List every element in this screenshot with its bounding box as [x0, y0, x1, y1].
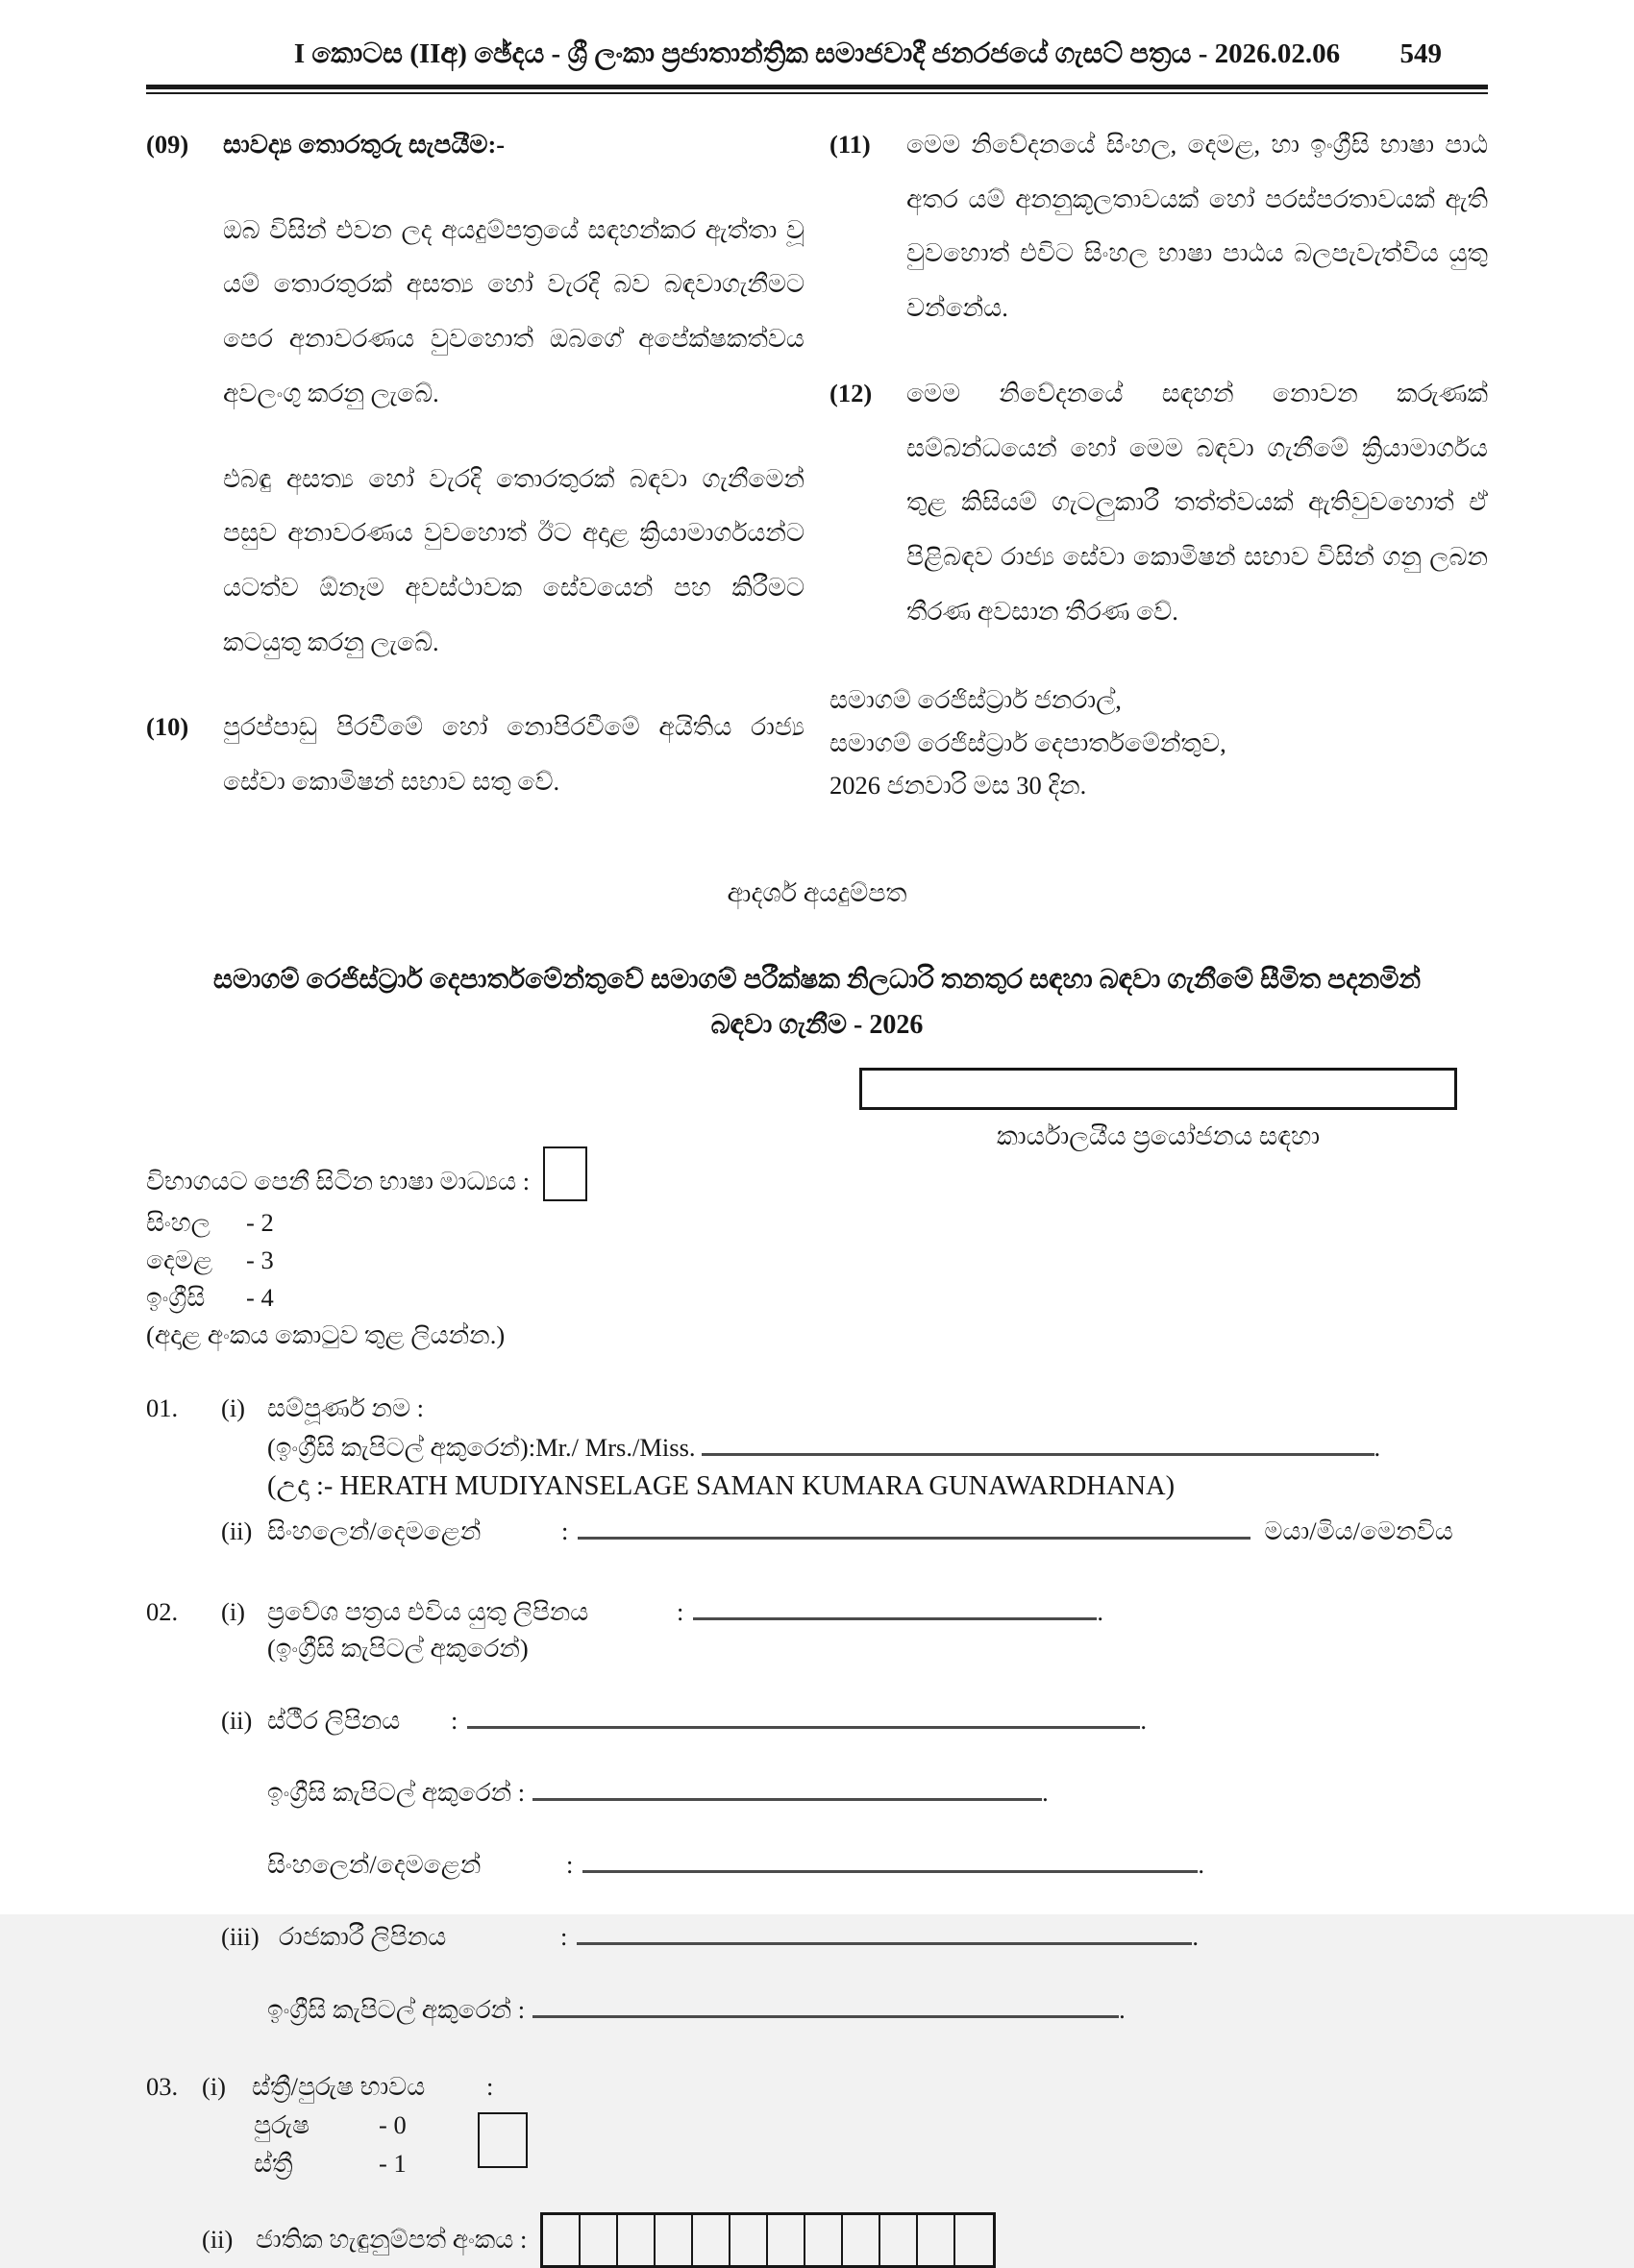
nic-digit-cell[interactable]: [693, 2215, 730, 2265]
nic-digit-cell[interactable]: [880, 2215, 918, 2265]
signature-block: [829, 678, 1488, 807]
permanent-address-english-input[interactable]: [532, 1777, 1042, 1801]
nic-digit-cell[interactable]: [768, 2215, 805, 2265]
period: .: [1119, 1994, 1126, 2024]
permanent-address-english-label: ඉංග්‍රීසි කැපිටල් අකුරෙන් :: [267, 1777, 526, 1807]
gender-male-code: - 0: [379, 2109, 407, 2139]
q1-number: 01.: [146, 1393, 179, 1423]
gender-code-box[interactable]: [478, 2112, 528, 2168]
note-12-text: මෙම නිවේදනයේ සඳහන් නොවන කරුණක් සම්බන්ධයෙන් හෝ මෙම බඳවා ගැනීමේ ක්‍රියාමාර්ගය තුළ කිසියම් ගැටලුකාරී තත්ත්වයක් ඇතිවුවහොත් ඒ පිළිබඳව රාජ්‍ය සේවා කොමිෂන් සභාව විසින් ගනු ලබන තීරණ අවසාන තීරණ වේ.: [906, 378, 1488, 626]
official-address-input[interactable]: [577, 1921, 1192, 1945]
colon: :: [677, 1596, 684, 1626]
permanent-address-input[interactable]: [467, 1705, 1140, 1729]
full-name-english-caps-label: (ඉංග්‍රීසි කැපිටල් අකුරෙන්):Mr./ Mrs./Miss.: [267, 1433, 696, 1463]
nic-digit-cell[interactable]: [543, 2215, 581, 2265]
note-12-number: (12): [829, 378, 873, 407]
permanent-address-sinhala-input[interactable]: [582, 1849, 1198, 1873]
gender-female-code: - 1: [379, 2148, 407, 2178]
gazette-title: I කොටස (IIඅ) ඡේදය - ශ්‍රී ලංකා ප්‍රජාතාන්ත්‍රික සමාජවාදී ජනරජයේ ගැසට් පත්‍රය - 2026.02.06: [293, 38, 1341, 69]
q1-i-roman: (i): [221, 1393, 246, 1423]
colon: :: [561, 1516, 569, 1546]
language-medium-section: [146, 1162, 1488, 1351]
q3-ii-roman: (ii): [202, 2225, 234, 2254]
recruitment-title: සමාගම් රෙජිස්ට්‍රාර් දෙපාර්තමේන්තුවේ සමාගම් පරීක්ෂක නිලධාරි තනතුර සඳහා බඳවා ගැනීමේ සීමිත පදනමින්: [212, 964, 1422, 995]
full-name-english-input[interactable]: [702, 1432, 1374, 1456]
question-01: [146, 1393, 1488, 1547]
language-option-sinhala: [146, 1208, 1488, 1239]
q2-iii-roman: (iii): [221, 1922, 260, 1952]
honorific-suffix-label: මයා/මිය/මෙනවිය: [1264, 1516, 1453, 1546]
note-09-number: (09): [146, 130, 189, 159]
permanent-address-label: ස්ථීර ලිපිනය: [267, 1705, 401, 1735]
note-10-number: (10): [146, 712, 189, 742]
language-option-name: සිංහල: [146, 1208, 210, 1238]
gender-male-label: පුරුෂ: [254, 2109, 310, 2139]
note-09-para1: ඔබ විසින් එවන ලද අයදුම්පත්‍රයේ සඳහන්කර ඇත්තා වූ යම් තොරතුරක් අසත්‍ය හෝ වැරදි බව බඳවාගැනීමට පෙර අනාවරණය වුවහොත් ඔබගේ අපේක්ෂකත්වය අවලංගු කරනු ලැබේ.: [223, 214, 805, 407]
q3-number: 03.: [146, 2071, 179, 2101]
nic-number-grid: [540, 2212, 996, 2268]
language-medium-label: විභාගයට පෙනී සිටින භාෂා මාධ්‍යය :: [146, 1166, 531, 1196]
admission-address-caps-note: (ඉංග්‍රීසි කැපිටල් අකුරෙන්): [267, 1633, 529, 1663]
specimen-application-title: ආදර්ශ අයදුම්පත: [727, 877, 907, 907]
masthead: [146, 38, 1488, 70]
period: .: [1374, 1433, 1381, 1463]
q3-i-roman: (i): [202, 2071, 227, 2101]
nic-digit-cell[interactable]: [805, 2215, 843, 2265]
note-09-title: සාවද්‍ය තොරතුරු සැපයීම:-: [223, 130, 506, 159]
period: .: [1192, 1922, 1199, 1952]
notes-left-column: [146, 117, 805, 809]
language-option-code: - 4: [246, 1283, 274, 1313]
admission-address-label: ප්‍රවේශ පත්‍රය එවිය යුතු ලිපිනය: [267, 1596, 589, 1626]
language-medium-box[interactable]: [543, 1146, 587, 1201]
note-12: [829, 366, 1488, 639]
signatory-department: සමාගම් රෙජිස්ට්‍රාර් දෙපාර්තමේන්තුව,: [829, 727, 1226, 757]
gender-female-label: ස්ත්‍රී: [254, 2148, 293, 2178]
question-02: [146, 1595, 1488, 2025]
office-use-label: කාර්යාලයීය ප්‍රයෝජනය සඳහා: [996, 1122, 1321, 1151]
language-option-name: දෙමළ: [146, 1245, 213, 1275]
official-address-english-label: ඉංග්‍රීසි කැපිටල් අකුරෙන් :: [267, 1994, 526, 2024]
language-option-code: - 3: [246, 1245, 274, 1275]
q2-number: 02.: [146, 1596, 179, 1626]
note-11: [829, 117, 1488, 335]
notes-columns: [146, 117, 1488, 809]
question-03: [146, 2072, 1488, 2268]
masthead-divider: [146, 85, 1488, 94]
official-address-label: රාජකාරී ලිපිනය: [279, 1922, 447, 1952]
note-10: [146, 700, 805, 808]
office-use-box[interactable]: [859, 1068, 1457, 1110]
language-option-tamil: [146, 1245, 1488, 1276]
q1-ii-roman: (ii): [221, 1516, 253, 1546]
note-11-text: මෙම නිවේදනයේ සිංහල, දෙමළ, හා ඉංග්‍රීසි භාෂා පාඨ අතර යම් අනනුකූලතාවයක් හෝ පරස්පරතාවයක් ඇති වුවහොත් එවිට සිංහල භාෂා පාඨය බලපැවැත්විය යුතු වන්නේය.: [906, 130, 1488, 323]
colon: :: [451, 1705, 458, 1735]
nic-number-label: ජාතික හැඳුනුම්පත් අංකය :: [256, 2224, 528, 2254]
nic-digit-cell[interactable]: [918, 2215, 955, 2265]
recruitment-title-year: බඳවා ගැනීම - 2026: [710, 1010, 924, 1041]
signatory-title: සමාගම් රෙජිස්ට්‍රාර් ජනරාල්,: [829, 685, 1122, 715]
nic-digit-cell[interactable]: [581, 2215, 618, 2265]
period: .: [1097, 1596, 1103, 1626]
admission-address-input[interactable]: [693, 1595, 1097, 1619]
colon: :: [566, 1850, 574, 1880]
full-name-sinhala-input[interactable]: [578, 1516, 1250, 1540]
nic-digit-cell[interactable]: [955, 2215, 993, 2265]
permanent-address-sinhala-label: සිංහලෙන්/දෙමළෙන්: [267, 1850, 482, 1880]
note-09: [146, 117, 805, 172]
note-09-para2: එබඳු අසත්‍ය හෝ වැරදි තොරතුරක් බඳවා ගැනීමෙන් පසුව අනාවරණය වුවහොත් ඊට අදාළ ක්‍රියාමාර්ගයන්ට යටත්ව ඕනෑම අවස්ථාවක සේවයෙන් පහ කිරීමට කටයුතු කරනු ලැබේ.: [223, 463, 805, 656]
note-11-number: (11): [829, 130, 871, 159]
gender-options: [146, 2110, 1488, 2180]
signature-date: 2026 ජනවාරි මස 30 දින.: [829, 771, 1087, 801]
nic-digit-cell[interactable]: [730, 2215, 768, 2265]
notes-right-column: [829, 117, 1488, 809]
q2-ii-roman: (ii): [221, 1705, 253, 1735]
application-form: [146, 1393, 1488, 2267]
q2-i-roman: (i): [221, 1596, 246, 1626]
full-name-label: සම්පූර්ණ නම :: [267, 1393, 424, 1423]
nic-digit-cell[interactable]: [843, 2215, 880, 2265]
full-name-sinhala-label: සිංහලෙන්/දෙමළෙන්: [267, 1516, 482, 1546]
gender-label: ස්ත්‍රී/පුරුෂ භාවය: [252, 2071, 426, 2101]
language-option-english: [146, 1283, 1488, 1314]
language-option-name: ඉංග්‍රීසි: [146, 1283, 206, 1313]
nic-digit-cell[interactable]: [656, 2215, 693, 2265]
page-number: 549: [1399, 38, 1442, 69]
colon: :: [486, 2071, 494, 2101]
period: .: [1198, 1850, 1204, 1880]
note-10-text: පුරප්පාඩු පිරවීමේ හෝ නොපිරවීමේ අයිතිය රාජ්‍ය සේවා කොමිෂන් සභාව සතු වේ.: [223, 712, 805, 797]
colon: :: [560, 1922, 568, 1952]
language-option-code: - 2: [246, 1208, 274, 1238]
full-name-example: (උදා :- HERATH MUDIYANSELAGE SAMAN KUMARA GUNAWARDHANA): [267, 1471, 1176, 1502]
period: .: [1042, 1777, 1049, 1807]
period: .: [1140, 1705, 1147, 1735]
official-address-english-input[interactable]: [532, 1993, 1119, 2017]
nic-digit-cell[interactable]: [618, 2215, 656, 2265]
language-instruction-note: (අදාළ අංකය කොටුව තුළ ලියන්න.): [146, 1320, 506, 1350]
